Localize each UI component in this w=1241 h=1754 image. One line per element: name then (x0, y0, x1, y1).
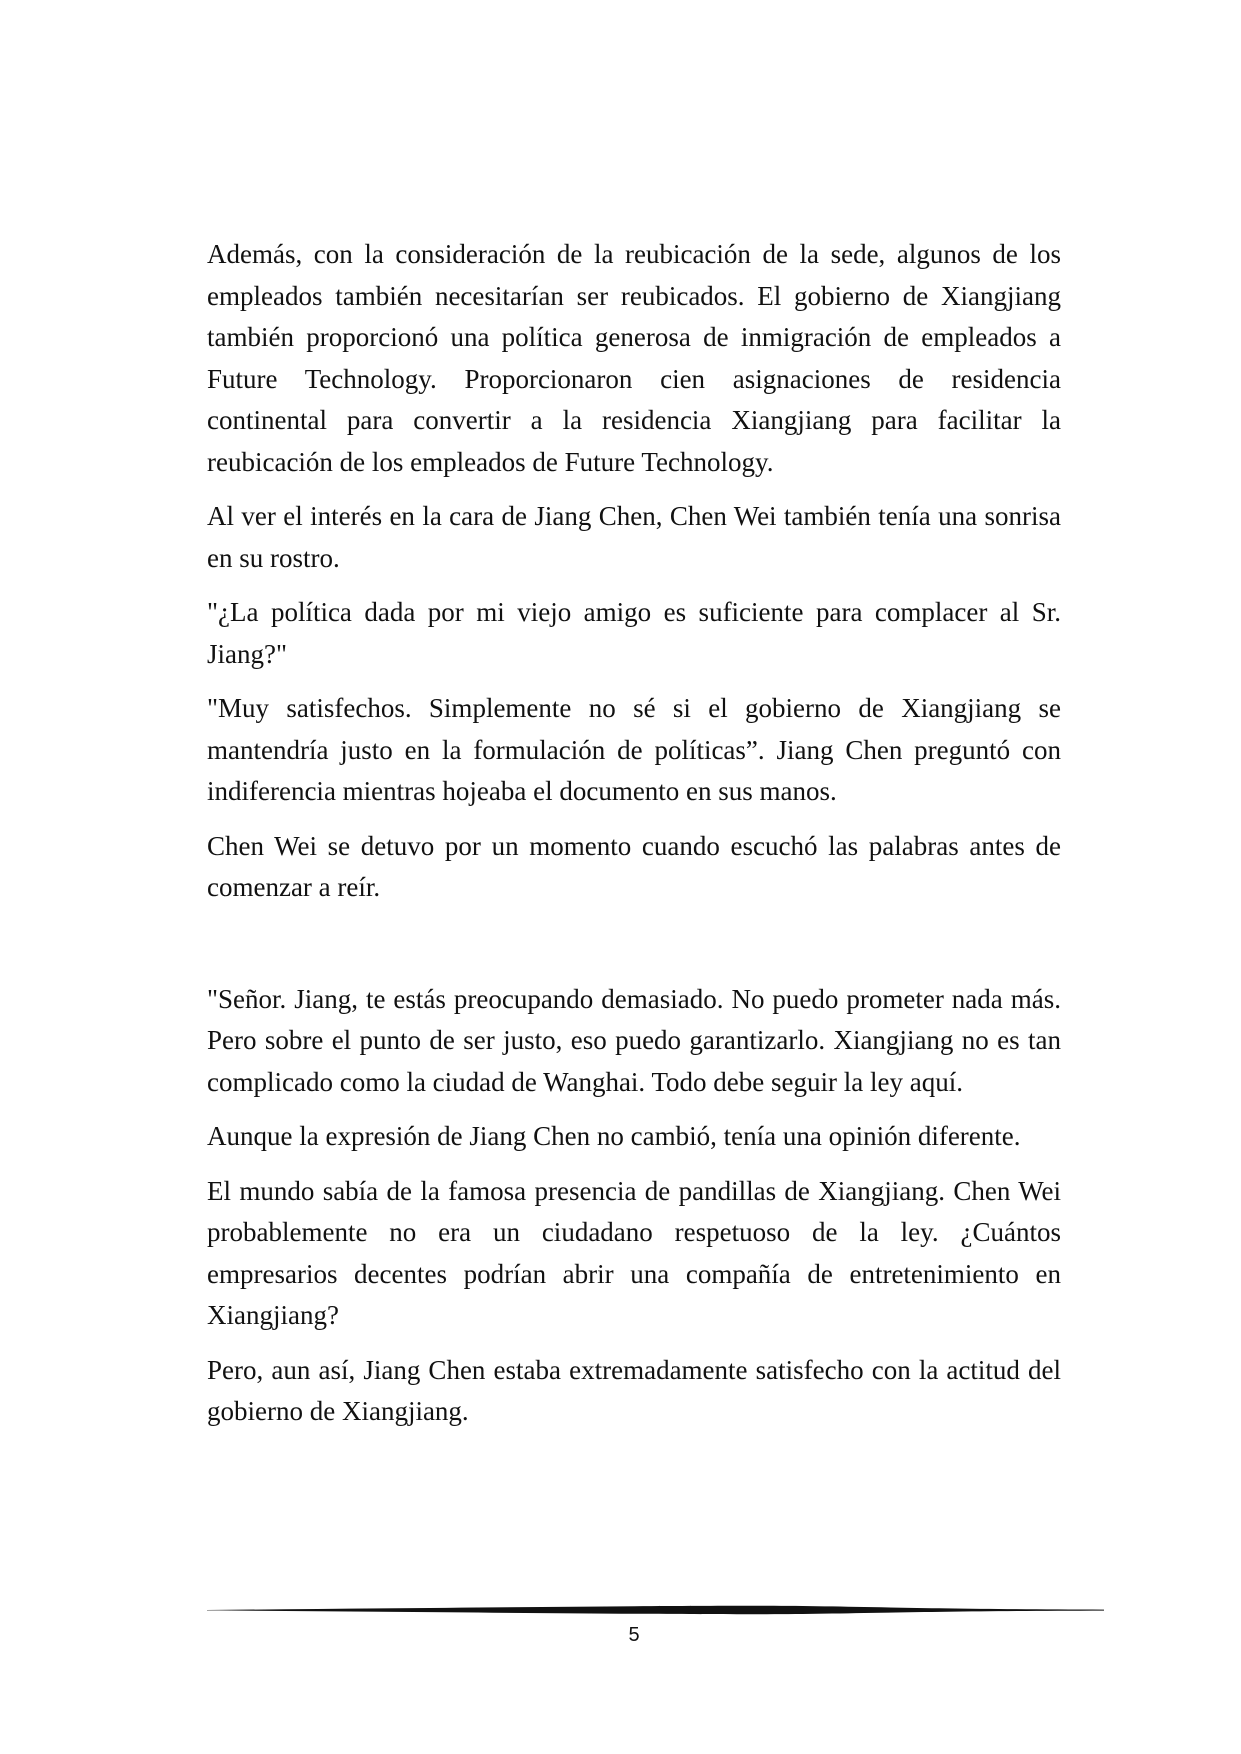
paragraph-6: "Señor. Jiang, te estás preocupando demasiado. No puedo prometer nada más. Pero sobre el punto de ser justo, eso puedo garantizarlo. Xiangjiang no es tan complicado como la ciudad de Wanghai. Todo debe seguir la ley aquí. (207, 983, 1061, 1097)
paragraph-9: Pero, aun así, Jiang Chen estaba extremadamente satisfecho con la actitud del gobierno de Xiangjiang. (207, 1354, 1061, 1426)
paragraph-8: El mundo sabía de la famosa presencia de pandillas de Xiangjiang. Chen Wei probablemente no era un ciudadano respetuoso de la ley. ¿Cuántos empresarios decentes podrían abrir una compañía de entretenimiento en Xiangjiang? (207, 1175, 1061, 1330)
paragraph-4: "Muy satisfechos. Simplemente no sé si el gobierno de Xiangjiang se mantendría justo en la formulación de políticas”. Jiang Chen preguntó con indiferencia mientras hojeaba el documento en sus manos. (207, 693, 1061, 806)
paragraph-2: Al ver el interés en la cara de Jiang Chen, Chen Wei también tenía una sonrisa en su rostro. (207, 501, 1061, 573)
paragraph-1: Además, con la consideración de la reubicación de la sede, algunos de los empleados también necesitarían ser reubicados. El gobierno de Xiangjiang también proporcionó una política generosa de inmigración de empleados a Future Technology. Proporcionaron cien asignaciones de residencia continental para convertir a la residencia Xiangjiang para facilitar la reubicación de los empleados de Future Technology. (207, 239, 1061, 477)
page-number: 5 (628, 1624, 640, 1646)
paragraph-5: Chen Wei se detuvo por un momento cuando escuchó las palabras antes de comenzar a reír. (207, 830, 1061, 902)
footer-divider (207, 1603, 1104, 1617)
paragraph-7: Aunque la expresión de Jiang Chen no cambió, tenía una opinión diferente. (207, 1121, 1021, 1151)
paragraph-3: "¿La política dada por mi viejo amigo es suficiente para complacer al Sr. Jiang?" (207, 597, 1061, 669)
page-body (207, 234, 1061, 1446)
